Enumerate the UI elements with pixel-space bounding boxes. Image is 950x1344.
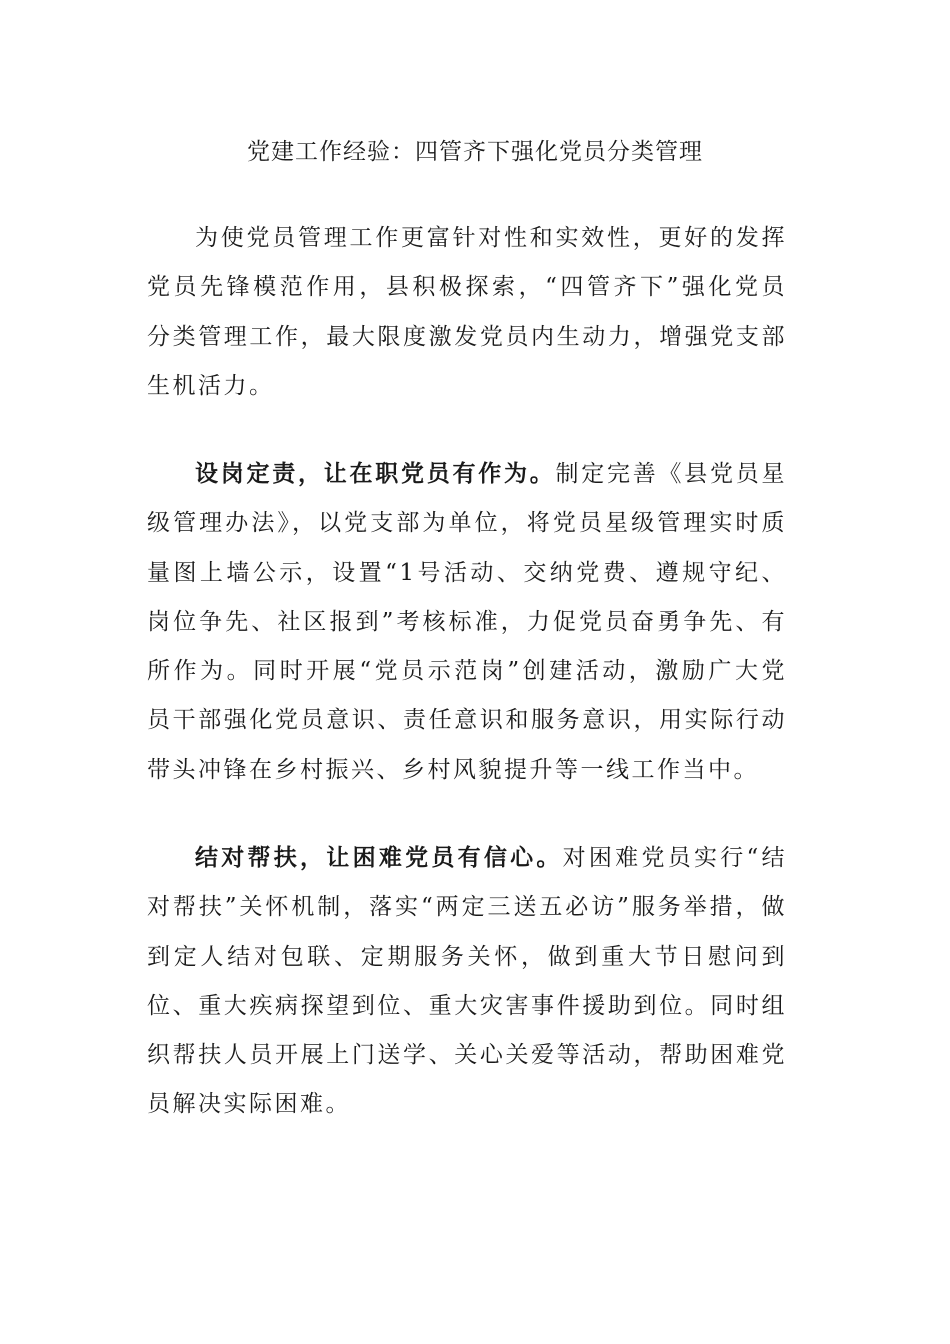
paragraph-text: 制定完善《县党员星级管理办法》，以党支部为单位，将党员星级管理实时质量图上墙公示，设置“1号活动、交纳党费、遵规守纪、岗位争先、社区报到”考核标准，力促党员奋勇争先、有所作为。同时开展“党员示范岗”创建活动，激励广大党员干部强化党员意识、责任意识和服务意识，用实际行动带头冲锋在乡村振兴、乡村风貌提升等一线工作当中。: [147, 461, 787, 783]
paragraph-text: 为使党员管理工作更富针对性和实效性，更好的发挥党员先锋模范作用，县积极探索，“四管齐下”强化党员分类管理工作，最大限度激发党员内生动力，增强党支部生机活力。: [147, 225, 787, 399]
section-paragraph-active-members: [147, 449, 787, 795]
paragraph-text: 对困难党员实行“结对帮扶”关怀机制，落实“两定三送五必访”服务举措，做到定人结对包联、定期服务关怀，做到重大节日慰问到位、重大疾病探望到位、重大灾害事件援助到位。同时组织帮扶人员开展上门送学、关心关爱等活动，帮助困难党员解决实际困难。: [147, 845, 787, 1118]
section-paragraph-needy-members: [147, 833, 787, 1130]
paragraph-heading: 设岗定责，让在职党员有作为。: [195, 460, 556, 487]
intro-paragraph: [147, 214, 787, 411]
page-title: 党建工作经验：四管齐下强化党员分类管理: [247, 139, 703, 165]
paragraph-heading: 结对帮扶，让困难党员有信心。: [195, 844, 563, 871]
